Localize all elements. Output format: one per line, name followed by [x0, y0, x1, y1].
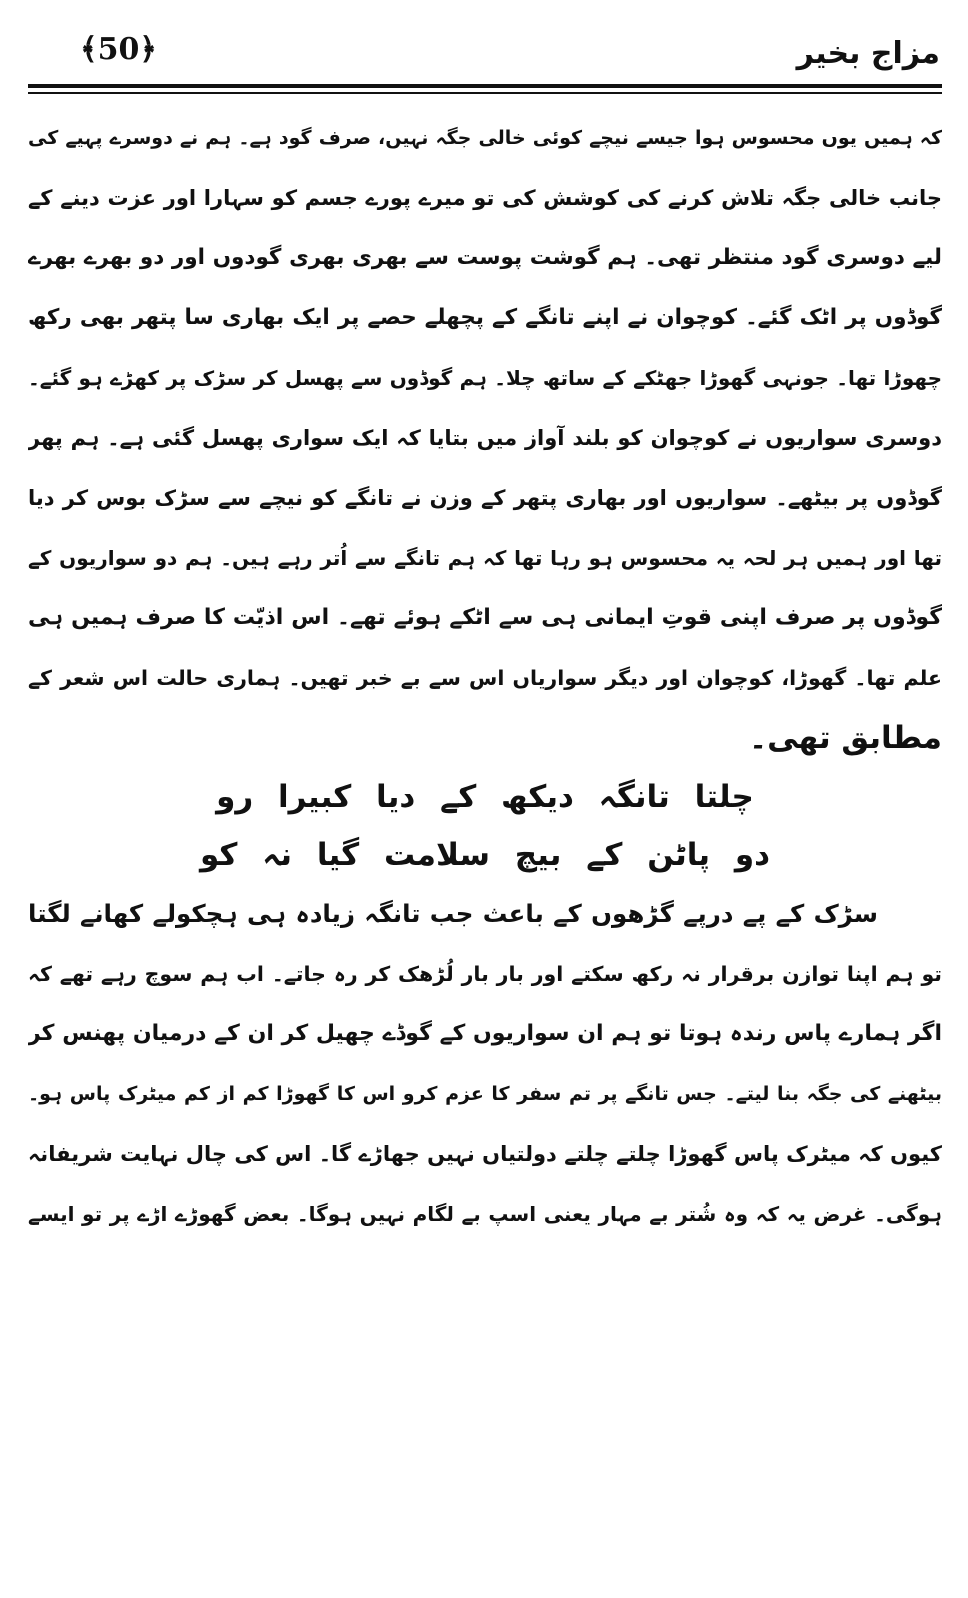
text-line: گوڈوں پر اٹک گئے۔ کوچوان نے اپنے تانگے کے پچھلے حصے پر ایک بھاری سا پتھر بھی رکھ	[28, 305, 942, 330]
header-rule-thick	[28, 84, 942, 88]
text-line: لیے دوسری گود منتظر تھی۔ ہم گوشت پوست سے بھری بھری گودوں اور دو بھرے بھرے	[28, 245, 942, 270]
text-line: تو ہم اپنا توازن برقرار نہ رکھ سکتے اور بار بار لُڑھک کر رہ جاتے۔ اب ہم سوچ رہے تھے کہ	[28, 962, 942, 986]
text-line: گوڈوں پر صرف اپنی قوتِ ایمانی ہی سے اٹکے ہوئے تھے۔ اس اذیّت کا صرف ہمیں ہی	[28, 605, 942, 630]
verse-couplet	[28, 768, 942, 884]
text-line: مطابق تھی۔	[748, 720, 942, 756]
page-body	[28, 108, 942, 1244]
text-line: تھا اور ہمیں ہر لحہ یہ محسوس ہو رہا تھا کہ ہم تانگے سے اُتر رہے ہیں۔ ہم دو سواریوں کے	[28, 546, 942, 570]
text-line: دوسری سواریوں نے کوچوان کو بلند آواز میں بتایا کہ ایک سواری پھسل گئی ہے۔ ہم پھر	[28, 426, 942, 450]
text-line: ہوگی۔ غرض یہ کہ وہ شُتر بے مہار یعنی اسپ بے لگام نہیں ہوگا۔ بعض گھوڑے اڑے پر تو ایسے	[28, 1202, 942, 1226]
page-header	[28, 22, 940, 84]
paragraph-2	[28, 884, 942, 1244]
text-line: بیٹھنے کی جگہ بنا لیتے۔ جس تانگے پر تم سفر کا عزم کرو اس کا گھوڑا کم از کم میٹرک پاس ہو۔	[28, 1083, 942, 1105]
text-line: جانب خالی جگہ تلاش کرنے کی کوشش کی تو میرے پورے جسم کو سہارا اور عزت دینے کے	[28, 186, 942, 210]
text-line: علم تھا۔ گھوڑا، کوچوان اور دیگر سواریاں اس سے بے خبر تھیں۔ ہماری حالت اس شعر کے	[28, 666, 942, 690]
header-rule-thin	[28, 92, 942, 94]
paragraph-1	[28, 108, 942, 768]
text-line: گوڈوں پر بیٹھے۔ سواریوں اور بھاری پتھر کے وزن نے تانگے کو نیچے سے سڑک بوس کر دیا	[28, 486, 942, 510]
verse-line: دو پاٹن کے بیچ سلامت گیا نہ کو	[200, 837, 770, 873]
verse-line: چلتا تانگہ دیکھ کے دیا کبیرا رو	[216, 779, 754, 815]
text-line: اگر ہمارے پاس رندہ ہوتا تو ہم ان سواریوں کے گوڈے چھیل کر ان کے درمیان پھنس کر	[28, 1021, 942, 1046]
text-line: چھوڑا تھا۔ جونہی گھوڑا جھٹکے کے ساتھ چلا۔ ہم گوڈوں سے پھسل کر سڑک پر کھڑے ہو گئے۔	[28, 366, 942, 390]
text-line: کہ ہمیں یوں محسوس ہوا جیسے نیچے کوئی خالی جگہ نہیں، صرف گود ہے۔ ہم نے دوسرے پہیے کی	[28, 127, 942, 149]
page-number: ﴾50﴿	[80, 32, 157, 67]
text-line: سڑک کے پے درپے گڑھوں کے باعث جب تانگہ زیادہ ہی ہچکولے کھانے لگتا	[28, 899, 878, 928]
text-line: کیوں کہ میٹرک پاس گھوڑا چلتے چلتے دولتیاں نہیں جھاڑے گا۔ اس کی چال نہایت شریفانہ	[28, 1142, 942, 1166]
running-title: مزاج بخیر	[796, 36, 940, 71]
